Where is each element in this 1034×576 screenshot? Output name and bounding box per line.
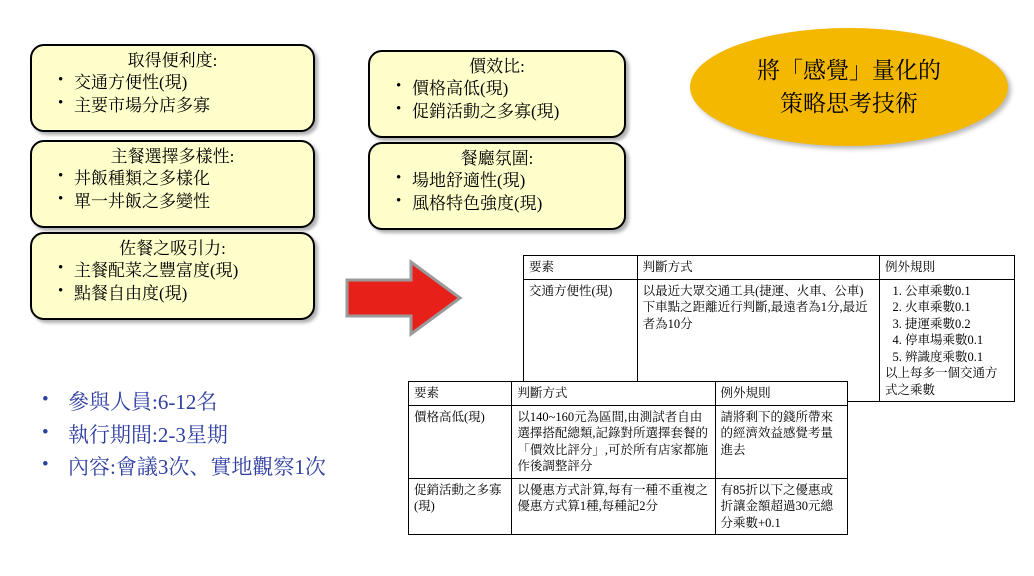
column-header-element: 要素 <box>524 256 638 280</box>
list-item: • 風格特色強度(現) <box>396 193 616 216</box>
exception-rule-list <box>885 283 1009 366</box>
factor-box-restaurant-ambience <box>368 142 626 230</box>
list-item: • 主餐配菜之豐富度(現) <box>58 260 305 283</box>
factor-box-convenience <box>30 44 315 132</box>
factor-box-main-dish-variety <box>30 140 315 228</box>
list-item: • 價格高低(現) <box>396 78 616 101</box>
list-item: 1. 公車乘數0.1 <box>905 283 1009 300</box>
table-header-row <box>409 382 848 406</box>
factor-box-side-dish-appeal <box>30 232 315 320</box>
exception-note: 以上每多一個交通方式之乘數 <box>884 366 998 397</box>
right-arrow-icon <box>345 258 463 338</box>
cell-method: 以最近大眾交通工具(捷運、火車、公車)下車點之距離近行判斷,最遠者為1分,最近者為10分 <box>637 279 879 402</box>
column-header-method: 判斷方式 <box>512 382 715 406</box>
box-item-list <box>40 168 305 213</box>
list-item: • 主要市場分店多寡 <box>58 95 305 118</box>
cell-element: 促銷活動之多寡(現) <box>409 478 512 535</box>
list-item: 3. 捷運乘數0.2 <box>905 316 1009 333</box>
column-header-method: 判斷方式 <box>637 256 879 280</box>
box-title: 主餐選擇多樣性: <box>110 147 235 166</box>
cell-method: 以140~160元為區間,由測試者自由選擇搭配總類,記錄對所選擇套餐的「價效比評分」,可於所有店家都施作後調整評分 <box>512 405 715 478</box>
box-title: 取得便利度: <box>127 51 218 70</box>
list-item: • 促銷活動之多寡(現) <box>396 101 616 124</box>
column-header-exception: 例外規則 <box>715 382 847 406</box>
box-item-list <box>378 78 616 123</box>
cell-element: 交通方便性(現) <box>524 279 638 402</box>
list-item: • 點餐自由度(現) <box>58 283 305 306</box>
box-title: 價效比: <box>469 57 525 76</box>
box-title: 佐餐之吸引力: <box>119 239 226 258</box>
list-item: • 交通方便性(現) <box>58 72 305 95</box>
column-header-exception: 例外規則 <box>879 256 1014 280</box>
ellipse-line-2: 策略思考技術 <box>780 91 918 116</box>
table-row <box>409 405 848 478</box>
list-item: • 丼飯種類之多樣化 <box>58 168 305 191</box>
project-info-list <box>34 386 434 484</box>
box-item-list <box>378 170 616 215</box>
ellipse-line-1: 將「感覺」量化的 <box>757 57 941 83</box>
list-item: 5. 辨識度乘數0.1 <box>905 349 1009 366</box>
list-item: • 單一丼飯之多變性 <box>58 191 305 214</box>
table-row <box>409 478 848 535</box>
cell-element: 價格高低(現) <box>409 405 512 478</box>
list-item: 4. 停車場乘數0.1 <box>905 332 1009 349</box>
list-item: • 參與人員:6-12名 <box>34 386 434 419</box>
factor-box-price-performance <box>368 50 626 138</box>
list-item: • 場地舒適性(現) <box>396 170 616 193</box>
list-item: 2. 火車乘數0.1 <box>905 299 1009 316</box>
ellipse-text <box>757 54 941 121</box>
criteria-table-price <box>408 381 848 535</box>
box-item-list <box>40 260 305 305</box>
cell-exception: 請將剩下的錢所帶來的經濟效益感覺考量進去 <box>715 405 847 478</box>
cell-exception: 有85折以下之優惠或折讓金額超過30元總分乘數+0.1 <box>715 478 847 535</box>
list-item: • 執行期間:2-3星期 <box>34 419 434 452</box>
title-ellipse <box>690 28 1008 146</box>
list-item: • 內容:會議3次、實地觀察1次 <box>34 451 434 484</box>
box-item-list <box>40 72 305 117</box>
column-header-element: 要素 <box>409 382 512 406</box>
criteria-table-convenience <box>523 255 1015 402</box>
box-title: 餐廳氛圍: <box>460 149 534 168</box>
cell-exception <box>879 279 1014 402</box>
table-header-row <box>524 256 1015 280</box>
cell-method: 以優惠方式計算,每有一種不重複之優惠方式算1種,每種記2分 <box>512 478 715 535</box>
